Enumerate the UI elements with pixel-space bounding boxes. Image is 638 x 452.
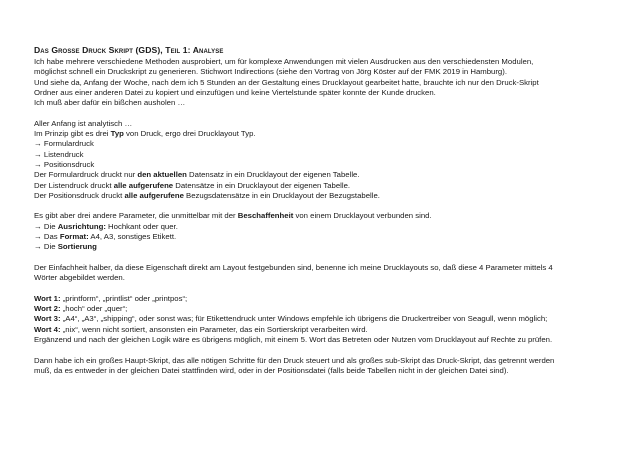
text-run: Im Prinzip gibt es drei	[34, 129, 111, 139]
paragraph-gap	[34, 108, 604, 118]
word-label: Wort 3:	[34, 314, 61, 324]
param-item	[34, 242, 604, 252]
words-note: Ergänzend und nach der gleichen Logik wäre es übrigens möglich, mit einem 5. Wort das Betreten oder Nutzen vom Drucklayout auf Rechte zu prüfen.	[34, 335, 553, 345]
closing-line: Dann habe ich ein großes Haupt-Skript, das alle nötigen Schritte für den Druck steuert und als großes sub-Skript das Druck-Skript, das getrennt werden	[34, 355, 555, 365]
word-definition	[34, 314, 604, 324]
type-description	[34, 191, 604, 201]
analysis-line: Aller Anfang ist analytisch …	[34, 118, 133, 128]
word-label: Wort 1:	[34, 293, 61, 303]
closing-line: muß, da es entweder in der gleichen Datei stattfinden wird, oder in der Positionsdatei (falls beide Tabellen nicht in der gleichen Datei sind).	[34, 365, 509, 375]
intro-line: möglichst schnell ein Druckskript zu generieren. Stichwort Indirections (siehe den Vortrag von Jörg Köster auf der FMK 2019 in Hamburg).	[34, 67, 507, 77]
text-run: → Die	[34, 221, 58, 231]
text-run: Es gibt aber drei andere Parameter, die unmittelbar mit der	[34, 211, 238, 221]
intro-line: Ordner aus einer anderen Datei zu kopiert und einzufügen und keine Viertelstunde später konnte der Kunde drucken.	[34, 87, 436, 97]
type-description	[34, 181, 604, 191]
text-run: von Druck, ergo drei Drucklayout Typ.	[123, 129, 256, 139]
paragraph-gap	[34, 345, 604, 355]
text-run: Der Positionsdruck druckt	[34, 190, 125, 200]
text-run: Der Listendruck druckt	[34, 180, 114, 190]
naming-line: Der Einfachheit halber, da diese Eigenschaft direkt am Layout festgebunden sind, benenne ich meine Drucklayouts so, daß diese 4 Parameter mittels 4	[34, 262, 553, 272]
text-run: Der Formulardruck druckt nur	[34, 170, 138, 180]
type-item: → Formulardruck	[34, 139, 94, 149]
type-item: → Positionsdruck	[34, 159, 95, 169]
naming-line: Wörter abgebildet werden.	[34, 273, 125, 283]
params-intro	[34, 211, 604, 221]
type-item: → Listendruck	[34, 149, 84, 159]
bold-run: alle aufgerufene	[124, 190, 184, 200]
text-run: von einem Drucklayout verbunden sind.	[293, 211, 432, 221]
bold-run: den aktuellen	[137, 170, 187, 180]
document-title: Das Grosse Druck Skript (GDS), Teil 1: Analyse	[34, 45, 224, 55]
word-label: Wort 4:	[34, 324, 61, 334]
param-item	[34, 232, 604, 242]
word-text: „nix“, wenn nicht sortiert, ansonsten ein Parameter, das ein Sortierskript verarbeiten wird.	[60, 324, 368, 334]
text-run: Datensätze in ein Drucklayout der eigenen Tabelle.	[173, 180, 351, 190]
param-item	[34, 222, 604, 232]
word-label: Wort 2:	[34, 304, 61, 314]
bold-run: Beschaffenheit	[237, 211, 294, 221]
text-run: Datensatz in ein Drucklayout der eigenen Tabelle.	[186, 170, 360, 180]
word-definition	[34, 294, 604, 304]
word-definition	[34, 325, 604, 335]
intro-line: Und siehe da, Anfang der Woche, nach dem ich 5 Stunden an der Gestaltung eines Drucklayout gearbeitet hatte, brauchte ich nur den Druck-Skript	[34, 77, 539, 87]
text-run: → Das	[34, 232, 60, 242]
intro-line: Ich muß aber dafür ein bißchen ausholen …	[34, 98, 186, 108]
bold-run: Ausrichtung:	[57, 221, 106, 231]
bold-run: Format:	[59, 232, 89, 242]
text-run: A4, A3, sonstiges Etikett.	[88, 232, 177, 242]
bold-run: alle aufgerufene	[113, 180, 174, 190]
type-description	[34, 170, 604, 180]
bold-run: Typ	[110, 129, 124, 139]
word-text: „A4“, „A3“, „shipping“, oder sonst was; für Etikettendruck unter Windows empfehle ich übrigens die Druckertreiber von Seagull, wenn möglich;	[60, 314, 548, 324]
bold-run: Sortierung	[57, 242, 97, 252]
word-text: „printform“, „printlist“ oder „printpos“;	[60, 293, 188, 303]
word-text: „hoch“ oder „quer“;	[60, 304, 128, 314]
paragraph-gap	[34, 284, 604, 294]
analysis-line	[34, 129, 604, 139]
intro-line: Ich habe mehrere verschiedene Methoden ausprobiert, um für komplexe Anwendungen mit vielen Ausdrucken aus den verschiedensten Modulen,	[34, 57, 534, 66]
text-run: → Die	[34, 242, 58, 252]
word-definition	[34, 304, 604, 314]
text-run: Bezugsdatensätze in ein Drucklayout der Bezugstabelle.	[183, 190, 380, 200]
paragraph-gap	[34, 201, 604, 211]
text-run: Hochkant oder quer.	[105, 221, 178, 231]
paragraph-gap	[34, 253, 604, 263]
